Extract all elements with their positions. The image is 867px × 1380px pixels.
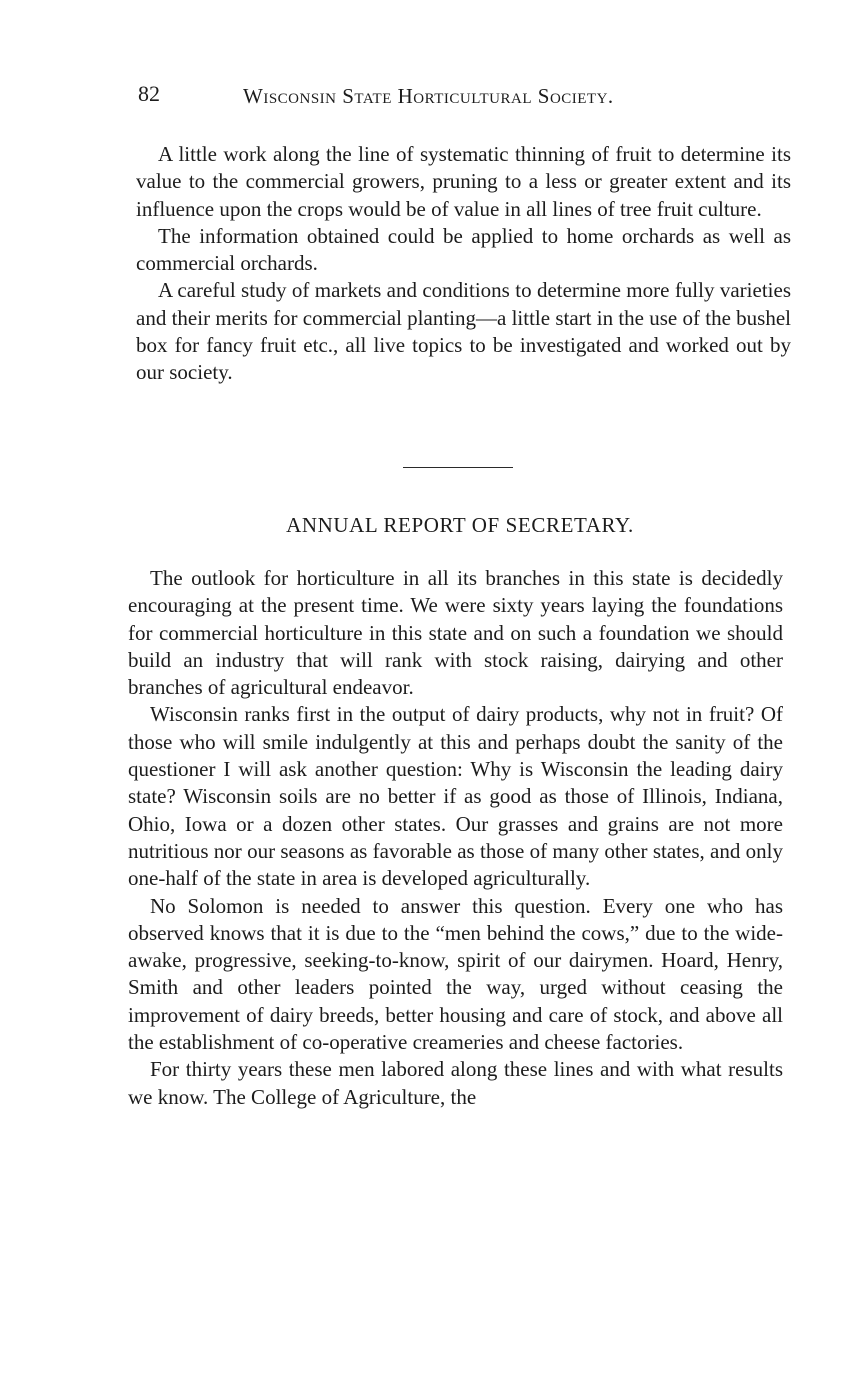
paragraph: The information obtained could be applied to home orchards as well as commercial orchards.: [136, 223, 791, 276]
paragraph: The outlook for horticulture in all its branches in this state is decidedly encouraging at the present time. We were sixty years laying the foundations for commercial horticulture in this state and on such a foundation we should build an industry that will rank with stock raising, dairying and other branches of agricultural endeavor.: [128, 566, 783, 700]
report-text-block: [128, 565, 783, 1111]
paragraph: A little work along the line of systematic thinning of fruit to determine its value to the commercial growers, pruning to a less or greater extent and its influence upon the crops would be of value in all lines of tree fruit culture.: [136, 142, 791, 221]
paragraph: For thirty years these men labored along these lines and with what results we know. The College of Agriculture, the: [128, 1057, 783, 1109]
paragraph: A careful study of markets and conditions to determine more fully varieties and their merits for commercial planting—a little start in the use of the bushel box for fancy fruit etc., all live topics to be investigated and worked out by our society.: [136, 278, 791, 385]
section-divider: [403, 467, 513, 468]
section-heading: ANNUAL REPORT OF SECRETARY.: [286, 513, 634, 537]
running-head: [138, 80, 698, 112]
running-title: Wisconsin State Horticultural Society.: [243, 84, 614, 108]
intro-text-block: [136, 141, 791, 387]
paragraph: Wisconsin ranks first in the output of dairy products, why not in fruit? Of those who will smile indulgently at this and perhaps doubt the sanity of the questioner I will ask another question: Why is Wisconsin the leading dairy state? Wisconsin soils are no better if as good as those of Illinois, Indiana, Ohio, Iowa or a dozen other states. Our grasses and grains are not more nutritious nor our seasons as favorable as those of many other states, and only one-half of the state in area is developed agriculturally.: [128, 702, 783, 891]
paragraph: No Solomon is needed to answer this question. Every one who has observed knows that it is due to the “men behind the cows,” due to the wide-awake, progressive, seeking-to-know, spirit of our dairymen. Hoard, Henry, Smith and other leaders pointed the way, urged without ceasing the improvement of dairy breeds, better housing and care of stock, and above all the establishment of co-operative creameries and cheese factories.: [128, 893, 783, 1055]
page-number: 82: [138, 81, 160, 106]
